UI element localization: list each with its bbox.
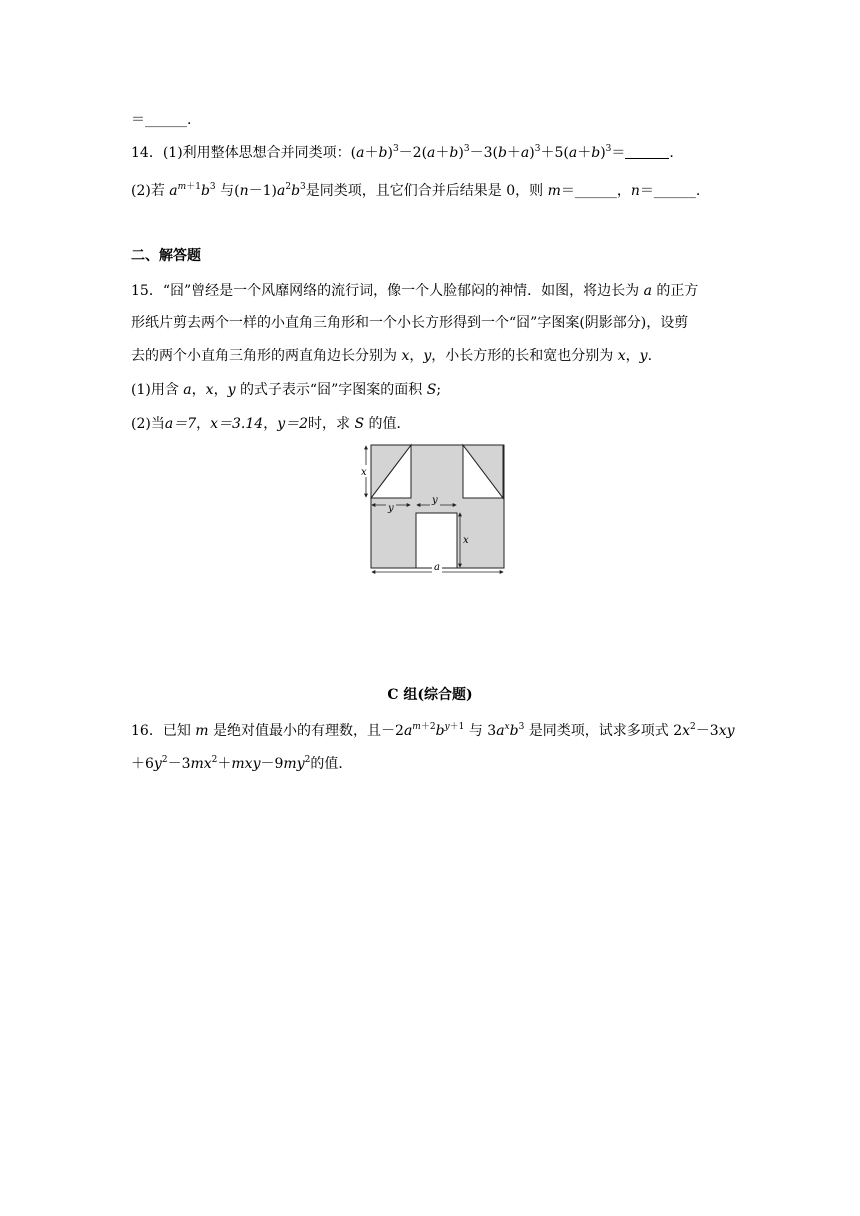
q15-y-value: y＝2	[277, 416, 309, 432]
q14-expression: $(a+b)^3-2(a+b)^3-3(b+a)^3+5(a+b)^3=$ .	[350, 144, 674, 161]
q16-line2-pre: ＋6	[131, 756, 154, 772]
q13-tail	[131, 110, 191, 130]
q15-part2-pre: (2)当	[131, 416, 165, 432]
section-2-title: 二、解答题	[131, 248, 201, 264]
q15-line3: 去的两个小直角三角形的两直角边长分别为 x，y，小长方形的长和宽也分别为 x，y.	[131, 348, 653, 364]
q14-var-m: m	[547, 183, 561, 199]
label-a: a	[434, 562, 440, 573]
q14-part2-prefix: (2)若	[131, 183, 165, 199]
q15-part1: (1)用含 a，x，y 的式子表示“囧”字图案的面积 S;	[131, 382, 442, 398]
q15-part2-tail: 的值．	[368, 416, 411, 432]
q16-line2: $+6y^2-3mx^2+mxy-9my^2$的值．	[131, 755, 353, 772]
q15-line1-end: 的正方	[656, 283, 699, 299]
q14-number: 14．	[131, 145, 163, 161]
q14-term1: $a^{m+1}b^3$	[169, 182, 216, 199]
label-x-right: x	[463, 535, 469, 546]
label-x-left: x	[361, 467, 367, 478]
q15-part2: (2)当a＝7，x＝3.14，y＝2时，求 S 的值．	[131, 416, 411, 432]
q15-var-a: a	[643, 283, 652, 299]
q14-blank-n: ＝______.	[639, 183, 701, 199]
q16-end: 是同类项，试求多项式 2	[528, 723, 683, 739]
q15-line3-pre: 去的两个小直角三角形的两直角边长分别为	[131, 348, 397, 364]
q15-line1	[131, 281, 698, 301]
q16-var-m: m	[195, 723, 209, 739]
q14-part2	[131, 181, 700, 201]
label-y-bottom: y	[388, 503, 394, 514]
q15-line1-text: 15．“囧”曾经是一个风靡网络的流行词，像一个人脸郁闷的神情．如图，将边长为	[131, 283, 640, 299]
q15-part1-pre: (1)用含	[131, 382, 179, 398]
q15-a-value: a＝7	[164, 416, 197, 432]
q14-var-n: n	[630, 183, 640, 199]
section-c-title: C 组(综合题)	[387, 687, 473, 703]
q15-var-S: S	[426, 382, 437, 398]
q15-var-S2: S	[354, 416, 365, 432]
q15-part1-end: 的式子表示“囧”字图案的面积	[239, 382, 423, 398]
label-y-mid: y	[432, 495, 438, 506]
q14-blank-m: ＝______，	[560, 183, 631, 199]
jiong-figure	[362, 441, 512, 576]
q16-mid: 是绝对值最小的有理数，且－2	[213, 723, 404, 739]
q15-line3-mid: ，小长方形的长和宽也分别为	[431, 348, 614, 364]
rectangle-cutout	[416, 513, 457, 568]
q14-part1-text: (1)利用整体思想合并同类项：	[162, 145, 351, 161]
q16-line1: 16．已知 m 是绝对值最小的有理数，且$-2a^{m+2}b^{y+1}$ 与 $3a^xb^3$ 是同类项，试求多项式 $2x^2-3xy$	[131, 722, 735, 739]
q14-and: 与	[220, 183, 235, 199]
q14-part1	[131, 143, 674, 163]
q15-line2: 形纸片剪去两个一样的小直角三角形和一个小长方形得到一个“囧”字图案(阴影部分)，设剪	[131, 315, 689, 331]
q16-and: 与 3	[468, 723, 497, 739]
q15-x-value: x＝3.14	[210, 416, 264, 432]
q16-line2-end: 的值．	[310, 756, 353, 772]
q14-part2-text: 是同类项，且它们合并后结果是 0，则	[305, 183, 544, 199]
q14-term2: $(n-1)a^2b^3$	[234, 182, 306, 199]
q16-pre: 16．已知	[131, 723, 191, 739]
q15-part2-end: 时，求	[308, 416, 351, 432]
q13-answer-blank: ＝______.	[131, 112, 192, 128]
